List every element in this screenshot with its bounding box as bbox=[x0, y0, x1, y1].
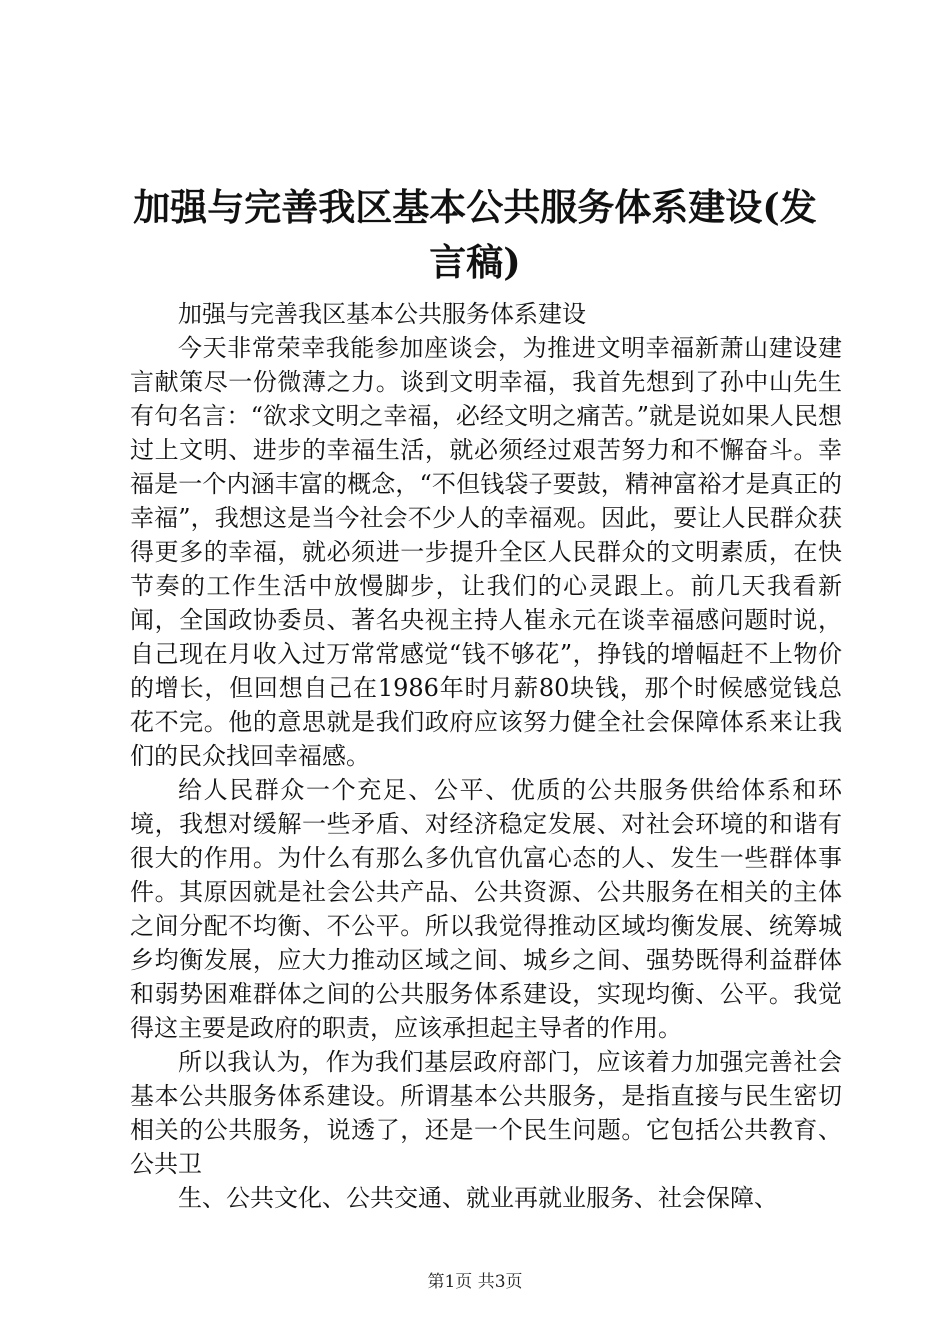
paragraph-subtitle: 加强与完善我区基本公共服务体系建设 bbox=[178, 300, 586, 328]
paragraph: 给人民群众一个充足、公平、优质的公共服务供给体系和环境，我想对缓解一些矛盾、对经济稳定发展、对社会环境的和谐有很大的作用。为什么有那么多仇官仇富心态的人、发生一些群体事件。其原因就是社会公共产品、公共资源、公共服务在相关的主体之间分配不均衡、不公平。所以我觉得推动区域均衡发展、统筹城乡均衡发展，应大力推动区域之间、城乡之间、强势既得利益群体和弱势困难群体之间的公共服务体系建设，实现均衡、公平。我觉得这主要是政府的职责，应该承担起主导者的作用。 bbox=[130, 776, 842, 1042]
page-footer: 第1页 共3页 bbox=[427, 1272, 523, 1292]
paragraph: 今天非常荣幸我能参加座谈会，为推进文明幸福新萧山建设建言献策尽一份微薄之力。谈到文明幸福，我首先想到了孙中山先生有句名言：“欲求文明之幸福，必经文明之痛苦。”就是说如果人民想过上文明、进步的幸福生活，就必须经过艰苦努力和不懈奋斗。幸福是一个内涵丰富的概念，“不但钱袋子要鼓，精神富裕才是真正的幸福”，我想这是当今社会不少人的幸福观。因此，要让人民群众获得更多的幸福，就必须进一步提升全区人民群众的文明素质，在快节奏的工作生活中放慢脚步，让我们的心灵跟上。前几天我看新闻，全国政协委员、著名央视主持人崔永元在谈幸福感问题时说，自己现在月收入过万常常感觉“钱不够花”，挣钱的增幅赶不上物价的增长，但回想自己在1986年时月薪80块钱，那个时候感觉钱总花不完。他的意思就是我们政府应该努力健全社会保障体系来让我们的民众找回幸福感。 bbox=[130, 334, 842, 770]
paragraph: 生、公共文化、公共交通、就业再就业服务、社会保障、 bbox=[178, 1184, 778, 1212]
paragraph: 所以我认为，作为我们基层政府部门，应该着力加强完善社会基本公共服务体系建设。所谓基本公共服务，是指直接与民生密切相关的公共服务，说透了，还是一个民生问题。它包括公共教育、公共卫 bbox=[130, 1048, 842, 1178]
document-title: 加强与完善我区基本公共服务体系建设(发言稿) bbox=[133, 185, 817, 284]
document-body bbox=[130, 297, 842, 1215]
